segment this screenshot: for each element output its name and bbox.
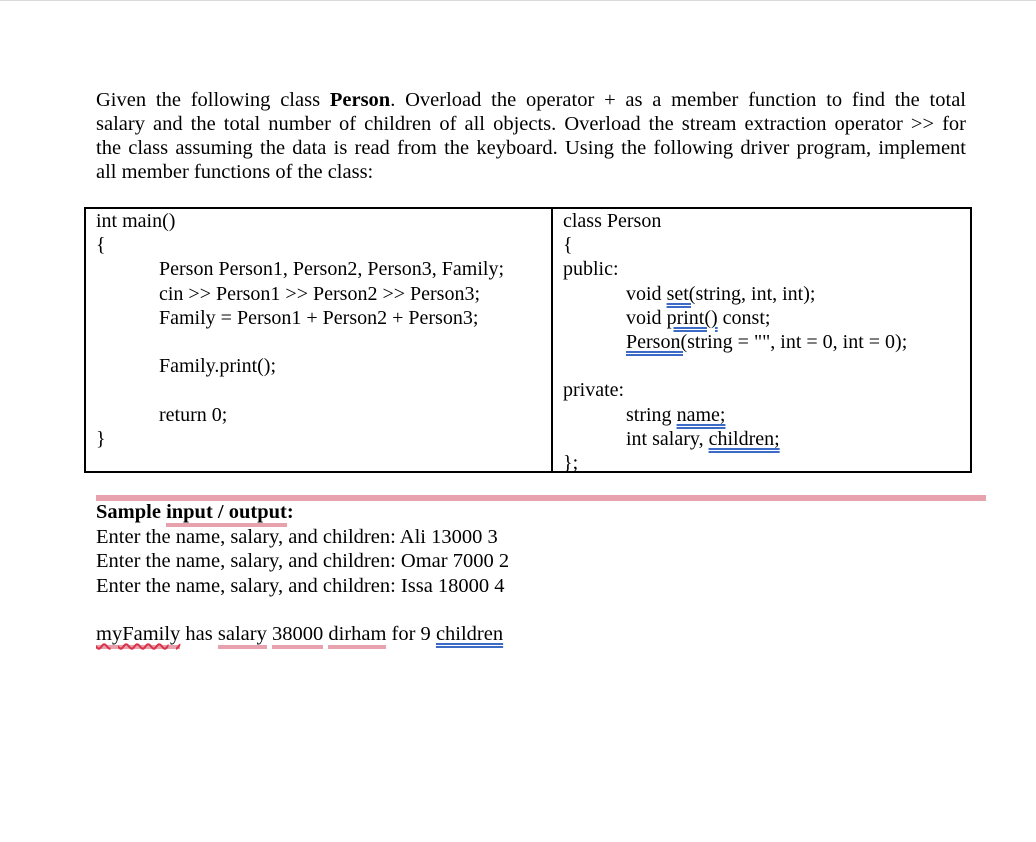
sample-line: Enter the name, salary, and children: Omar 7000 2 <box>96 550 510 572</box>
highlighted-text: 38000 <box>272 623 323 649</box>
grammar-mark: Person( <box>626 331 688 354</box>
code-line: public: <box>563 258 619 281</box>
code-line: void print() const; <box>626 306 771 329</box>
code-line: Family.print(); <box>159 355 277 378</box>
code-line: string name; <box>626 403 726 426</box>
statement-line-2: salary and the total number of children of all objects. Overload the stream extraction operator >> for <box>96 113 966 135</box>
highlighted-text: dirham <box>328 623 386 649</box>
column-divider <box>551 209 553 471</box>
grammar-mark: name; <box>676 403 726 426</box>
highlighted-text: input / output <box>166 501 287 527</box>
grammar-mark: print() <box>666 306 718 329</box>
blank-line <box>96 378 504 402</box>
code-line: cin >> Person1 >> Person2 >> Person3; <box>159 282 480 305</box>
code-line: void set(string, int, int); <box>626 282 816 305</box>
spacer <box>96 598 509 622</box>
code-line: { <box>96 234 106 257</box>
sample-line: Enter the name, salary, and children: Ali 13000 3 <box>96 525 498 548</box>
code-line: Person(string = "", int = 0, int = 0); <box>626 331 908 354</box>
code-line: private: <box>563 379 625 402</box>
page-top-border <box>0 0 1036 1</box>
code-line: class Person <box>563 210 662 232</box>
code-line: }; <box>563 452 579 475</box>
grammar-mark: children; <box>708 427 780 450</box>
blank-line <box>96 330 504 354</box>
code-line: } <box>96 427 106 450</box>
blank-line <box>563 354 907 378</box>
grammar-mark: children <box>435 623 504 645</box>
code-line: int salary, children; <box>626 427 780 450</box>
code-line: { <box>563 234 573 257</box>
class-name-bold: Person <box>329 89 391 111</box>
code-line: Family = Person1 + Person2 + Person3; <box>159 306 479 329</box>
sample-result-line: myFamily has salary 38000 dirham for 9 children <box>96 622 509 647</box>
sample-io <box>96 500 509 647</box>
statement-line-4: all member functions of the class: <box>96 161 374 183</box>
sample-heading: Sample input / output: <box>96 500 509 525</box>
grammar-mark: set( <box>666 282 696 305</box>
spelling-mark: myFamily <box>96 623 180 649</box>
code-table <box>84 207 972 473</box>
statement-line-3: the class assuming the data is read from the keyboard. Using the following driver program, implement <box>96 137 966 159</box>
code-line: int main() <box>96 210 176 232</box>
sample-line: Enter the name, salary, and children: Issa 18000 4 <box>96 574 505 597</box>
class-definition-cell <box>563 209 907 475</box>
code-line: Person Person1, Person2, Person3, Family; <box>159 258 504 281</box>
code-line: return 0; <box>159 403 228 426</box>
highlighted-text: salary <box>218 623 267 649</box>
main-program-cell <box>96 209 504 451</box>
problem-statement <box>96 88 966 184</box>
statement-line-1: Given the following class Person. Overload the operator + as a member function to find the total <box>96 89 966 111</box>
